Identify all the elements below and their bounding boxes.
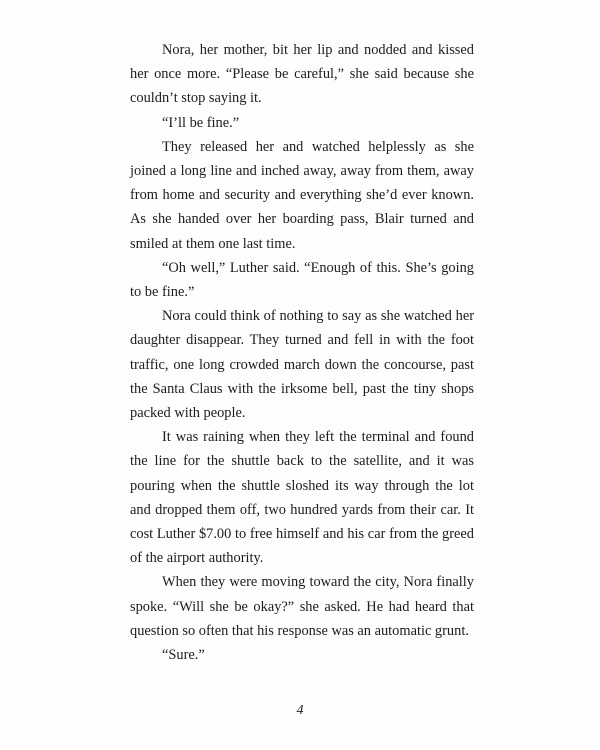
- paragraph: “Sure.”: [162, 647, 205, 664]
- page-number: 4: [296, 703, 304, 718]
- paragraph: It was raining when they left the terminal and found the line for the shuttle back to the satellite, and it was pouring when the shuttle sloshed its way through the lot and dropped them off, two hundred yards from their car. It cost Luther $7.00 to free himself and his car from the greed of the airport authority.: [130, 429, 474, 567]
- paragraph: When they were moving toward the city, Nora finally spoke. “Will she be okay?” she asked. He had heard that question so often that his response was an automatic grunt.: [130, 574, 474, 639]
- paragraph: Nora, her mother, bit her lip and nodded and kissed her once more. “Please be careful,” she said because she couldn’t stop saying it.: [130, 42, 474, 107]
- paragraph: “I’ll be fine.”: [162, 114, 240, 131]
- paragraph: Nora could think of nothing to say as she watched her daughter disappear. They turned and fell in with the foot traffic, one long crowded march down the concourse, past the Santa Claus with the irksome bell, past the tiny shops packed with people.: [130, 308, 474, 422]
- paragraph: They released her and watched helplessly as she joined a long line and inched away, away from them, away from home and security and everything she’d ever known. As she handed over her boarding pass, Blair turned and smiled at them one last time.: [130, 138, 474, 252]
- paragraph: “Oh well,” Luther said. “Enough of this. She’s going to be fine.”: [130, 259, 474, 301]
- body-text: [130, 38, 474, 667]
